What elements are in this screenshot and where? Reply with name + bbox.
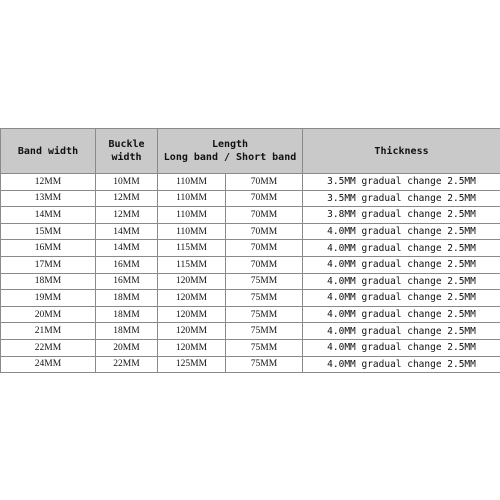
- header-length-line2: Long band / Short band: [163, 152, 297, 163]
- cell-short-band: 75MM: [226, 339, 303, 356]
- cell-buckle-width: 20MM: [96, 339, 158, 356]
- cell-long-band: 110MM: [158, 207, 226, 224]
- header-band-width: Band width: [1, 129, 96, 174]
- cell-long-band: 125MM: [158, 356, 226, 373]
- cell-thickness: 4.0MM gradual change 2.5MM: [303, 356, 500, 373]
- cell-band-width: 17MM: [1, 256, 96, 273]
- cell-buckle-width: 12MM: [96, 207, 158, 224]
- size-chart-table: [0, 128, 500, 373]
- header-buckle-line1: Buckle: [108, 139, 145, 150]
- cell-buckle-width: 14MM: [96, 240, 158, 257]
- cell-band-width: 20MM: [1, 306, 96, 323]
- cell-short-band: 75MM: [226, 273, 303, 290]
- table-row: [1, 190, 500, 207]
- cell-buckle-width: 22MM: [96, 356, 158, 373]
- cell-buckle-width: 16MM: [96, 273, 158, 290]
- cell-band-width: 13MM: [1, 190, 96, 207]
- header-row: [1, 129, 500, 174]
- cell-thickness: 3.8MM gradual change 2.5MM: [303, 207, 500, 224]
- cell-band-width: 24MM: [1, 356, 96, 373]
- table-row: [1, 290, 500, 307]
- cell-long-band: 120MM: [158, 323, 226, 340]
- table-row: [1, 256, 500, 273]
- cell-band-width: 14MM: [1, 207, 96, 224]
- cell-long-band: 110MM: [158, 174, 226, 191]
- table-row: [1, 207, 500, 224]
- cell-long-band: 120MM: [158, 290, 226, 307]
- table-row: [1, 323, 500, 340]
- cell-buckle-width: 18MM: [96, 306, 158, 323]
- cell-buckle-width: 10MM: [96, 174, 158, 191]
- cell-buckle-width: 18MM: [96, 323, 158, 340]
- header-length: [158, 129, 303, 174]
- cell-buckle-width: 18MM: [96, 290, 158, 307]
- table-row: [1, 339, 500, 356]
- cell-short-band: 75MM: [226, 323, 303, 340]
- cell-buckle-width: 12MM: [96, 190, 158, 207]
- cell-long-band: 120MM: [158, 306, 226, 323]
- cell-short-band: 75MM: [226, 290, 303, 307]
- cell-short-band: 70MM: [226, 256, 303, 273]
- cell-long-band: 115MM: [158, 240, 226, 257]
- table-row: [1, 306, 500, 323]
- table-row: [1, 356, 500, 373]
- table-row: [1, 223, 500, 240]
- cell-long-band: 120MM: [158, 273, 226, 290]
- table-body: [1, 174, 500, 373]
- cell-long-band: 110MM: [158, 190, 226, 207]
- cell-short-band: 75MM: [226, 306, 303, 323]
- header-length-line1: Length: [211, 139, 249, 150]
- cell-short-band: 70MM: [226, 223, 303, 240]
- cell-thickness: 4.0MM gradual change 2.5MM: [303, 339, 500, 356]
- cell-band-width: 19MM: [1, 290, 96, 307]
- cell-band-width: 15MM: [1, 223, 96, 240]
- cell-buckle-width: 14MM: [96, 223, 158, 240]
- header-thickness: Thickness: [303, 129, 500, 174]
- table-row: [1, 174, 500, 191]
- cell-thickness: 4.0MM gradual change 2.5MM: [303, 290, 500, 307]
- table-row: [1, 273, 500, 290]
- cell-short-band: 70MM: [226, 190, 303, 207]
- cell-long-band: 110MM: [158, 223, 226, 240]
- cell-buckle-width: 16MM: [96, 256, 158, 273]
- cell-band-width: 18MM: [1, 273, 96, 290]
- cell-short-band: 70MM: [226, 207, 303, 224]
- cell-band-width: 22MM: [1, 339, 96, 356]
- cell-thickness: 4.0MM gradual change 2.5MM: [303, 323, 500, 340]
- cell-thickness: 4.0MM gradual change 2.5MM: [303, 256, 500, 273]
- cell-thickness: 3.5MM gradual change 2.5MM: [303, 174, 500, 191]
- cell-thickness: 3.5MM gradual change 2.5MM: [303, 190, 500, 207]
- cell-thickness: 4.0MM gradual change 2.5MM: [303, 223, 500, 240]
- cell-band-width: 21MM: [1, 323, 96, 340]
- header-buckle-line2: width: [111, 152, 142, 163]
- cell-short-band: 70MM: [226, 240, 303, 257]
- cell-band-width: 16MM: [1, 240, 96, 257]
- cell-long-band: 115MM: [158, 256, 226, 273]
- header-buckle-width: [96, 129, 158, 174]
- cell-thickness: 4.0MM gradual change 2.5MM: [303, 273, 500, 290]
- cell-thickness: 4.0MM gradual change 2.5MM: [303, 240, 500, 257]
- cell-short-band: 70MM: [226, 174, 303, 191]
- table-row: [1, 240, 500, 257]
- cell-thickness: 4.0MM gradual change 2.5MM: [303, 306, 500, 323]
- cell-band-width: 12MM: [1, 174, 96, 191]
- cell-long-band: 120MM: [158, 339, 226, 356]
- cell-short-band: 75MM: [226, 356, 303, 373]
